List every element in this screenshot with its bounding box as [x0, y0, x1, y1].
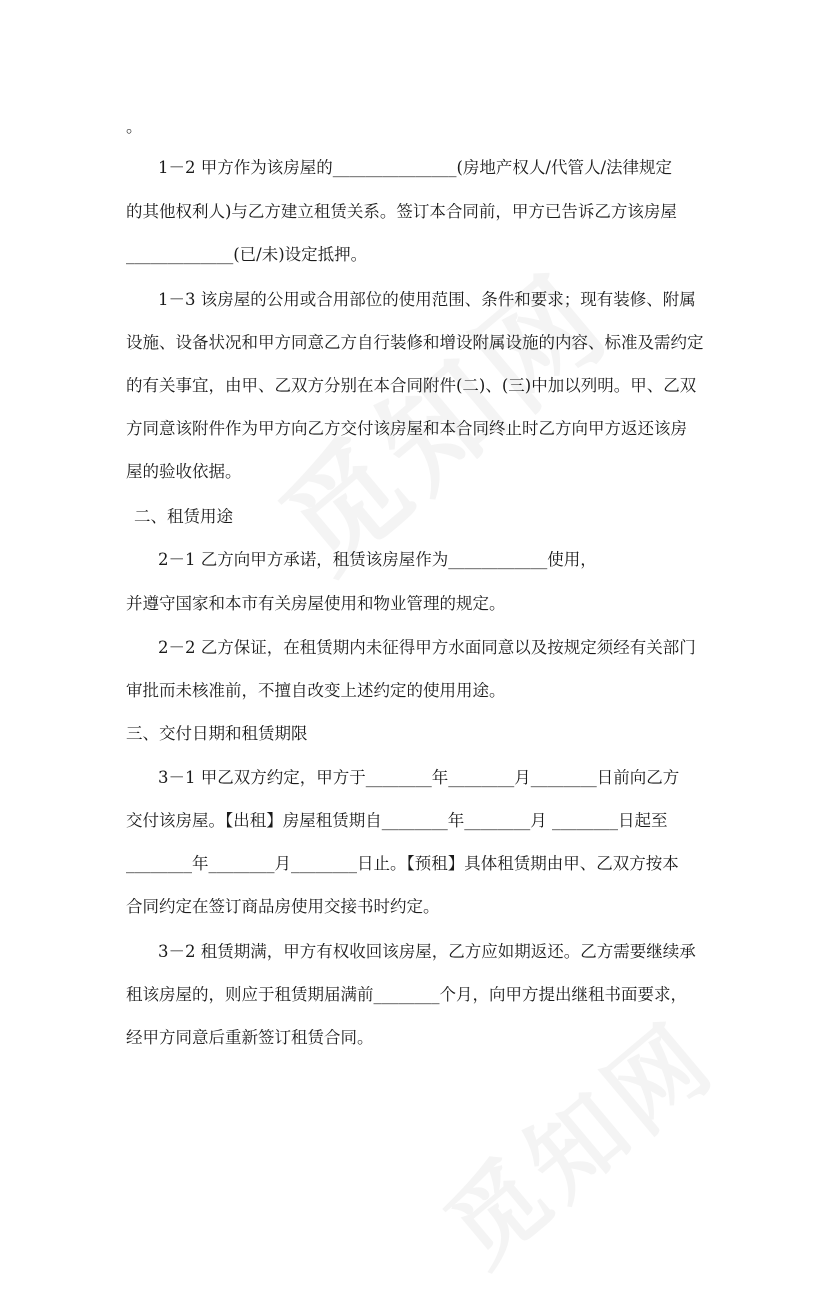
text-line: 租该房屋的，则应于租赁期届满前________个月，向甲方提出继租书面要求，: [126, 985, 687, 1004]
text-line: 。: [126, 117, 143, 136]
text-line: 合同约定在签订商品房使用交接书时约定。: [126, 897, 440, 916]
text-line: 的有关事宜，由甲、乙双方分别在本合同附件(二)、(三)中加以列明。甲、乙双: [126, 376, 697, 395]
text-line: 审批而未核准前，不擅自改变上述约定的使用用途。: [126, 681, 506, 700]
text-line: 方同意该附件作为甲方向乙方交付该房屋和本合同终止时乙方向甲方返还该房: [126, 419, 687, 438]
text-line: 2－1 乙方向甲方承诺，租赁该房屋作为____________使用，: [158, 550, 597, 569]
text-line: 设施、设备状况和甲方同意乙方自行装修和增设附属设施的内容、标准及需约定: [126, 333, 704, 352]
text-line: 交付该房屋。【出租】房屋租赁期自________年________月 ________日起至: [126, 811, 668, 830]
text-line: 并遵守国家和本市有关房屋使用和物业管理的规定。: [126, 594, 506, 613]
text-line: 1－3 该房屋的公用或合用部位的使用范围、条件和要求；现有装修、附属: [158, 290, 696, 309]
text-line: 3－1 甲乙双方约定，甲方于________年________月________日前向乙方: [158, 768, 680, 787]
text-line: 1－2 甲方作为该房屋的_______________(房地产权人/代管人/法律规定: [158, 158, 673, 177]
text-line: ________年________月________日止。【预租】具体租赁期由甲、乙双方按本: [126, 854, 679, 873]
text-line: 的其他权利人)与乙方建立租赁关系。签订本合同前，甲方已告诉乙方该房屋: [126, 202, 677, 221]
section-heading: 二、租赁用途: [134, 507, 233, 526]
text-line: 3－2 租赁期满，甲方有权收回该房屋，乙方应如期返还。乙方需要继续承: [158, 942, 696, 961]
text-line: 2－2 乙方保证，在租赁期内未征得甲方水面同意以及按规定须经有关部门: [158, 638, 696, 657]
text-line: 屋的验收依据。: [126, 462, 242, 481]
section-heading: 三、交付日期和租赁期限: [126, 724, 308, 743]
text-line: _____________(已/未)设定抵押。: [126, 245, 368, 264]
text-line: 经甲方同意后重新签订租赁合同。: [126, 1028, 374, 1047]
